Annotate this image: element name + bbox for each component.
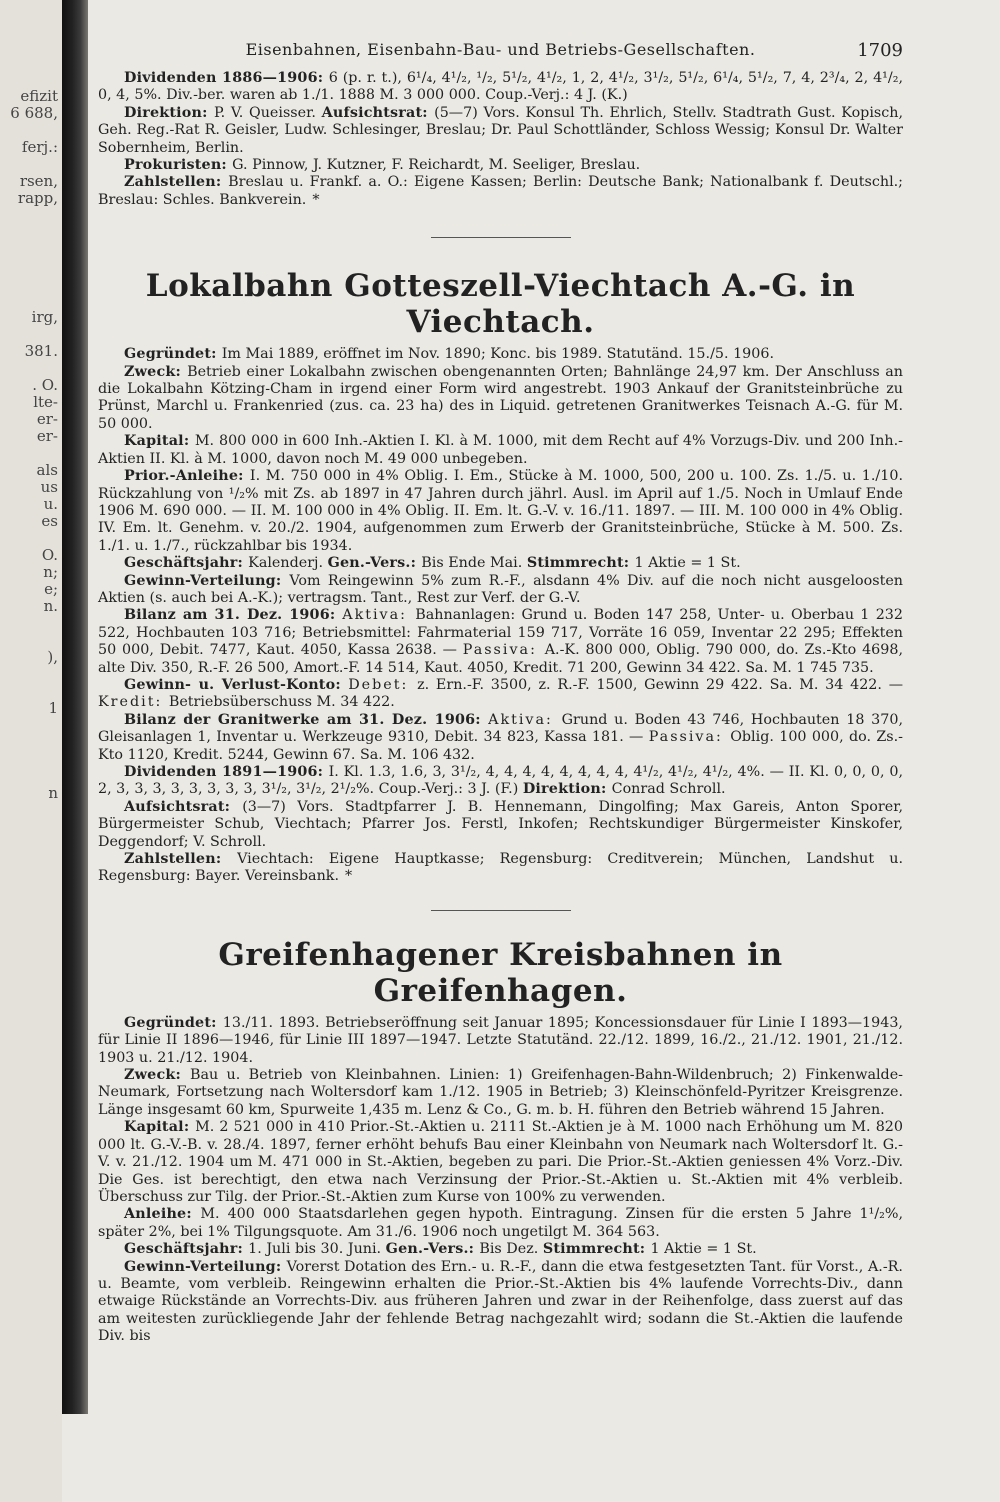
paragraph (98, 1206, 903, 1241)
margin-fragment: es (41, 512, 58, 530)
field-label: Direktion: (522, 781, 612, 798)
paragraph (98, 364, 903, 434)
paragraph (98, 555, 903, 572)
paragraph (98, 105, 903, 157)
margin-fragment: efizit (20, 87, 58, 105)
section-title-greifenhagen: Greifenhagener Kreisbahnen in Greifenhagen. (218, 936, 783, 1009)
page (98, 40, 903, 1346)
field-label: Zahlstellen: (124, 174, 229, 191)
field-label: Prior.-Anleihe: (124, 468, 250, 485)
margin-fragment: rsen, (19, 172, 58, 190)
field-label: Gewinn-Verteilung: (124, 1258, 287, 1275)
field-label: Stimmrecht: (526, 555, 635, 572)
margin-fragment (0, 615, 62, 632)
section-divider (431, 237, 571, 238)
field-label: Gegründet: (124, 1014, 223, 1031)
field-label: Dividenden 1886—1906: (124, 70, 329, 86)
spaced-label: Aktiva: (342, 607, 416, 624)
margin-fragment (0, 156, 62, 173)
text-run: 13./11. 1893. Betriebseröffnung seit Januar 1895; Koncessionsdauer für Linie I 1893—1943, für Linie II 1896—1946, für Linie III 1897—1947. Letzte Statutänd. 22./12. 1899, 16./2., 21./12. 1901, 21./12. 1903 u. 21./12. 1904. (98, 1014, 903, 1066)
margin-fragment: e; (44, 580, 58, 598)
field-label: Dividenden 1891—1906: (124, 764, 329, 780)
margin-fragment: . O. (32, 376, 58, 394)
field-label: Stimmrecht: (542, 1241, 651, 1258)
section-divider (431, 910, 571, 911)
paragraph (98, 799, 903, 851)
text-run: Betriebsüberschuss M. 34 422. (168, 694, 395, 711)
text-run: Conrad Schroll. (611, 781, 726, 798)
text-run: I. Kl. 1.3, 1.6, 3, 3¹/₂, 4, 4, 4, 4, 4, 4, 4, 4, 4¹/₂, 4¹/₂, 4¹/₂, 4%. — II. Kl. 0, 0, 0, 0, 2, 3, 3, 3, 3, 3, 3, 3, 3, 3¹/₂, 3¹/₂, 2¹/₂%. Coup.-Verj.: 3 J. (F.) (98, 764, 903, 798)
spaced-label: Passiva: (648, 729, 731, 746)
section-title-lokalbahn: Lokalbahn Gotteszell-Viechtach A.-G. in Viechtach. (145, 268, 856, 341)
field-label: Anleihe: (124, 1206, 201, 1223)
margin-fragment (0, 683, 62, 700)
margin-fragment: O. (41, 546, 58, 564)
field-label: Zweck: (124, 1067, 190, 1084)
field-label: Gewinn-Verteilung: (124, 572, 290, 589)
end-asterisk: * (312, 191, 320, 208)
left-page-margin (0, 0, 62, 1502)
spaced-label: Debet: (348, 676, 418, 693)
section-lokalbahn (98, 346, 903, 886)
paragraph (98, 1259, 903, 1346)
paragraph (98, 1119, 903, 1206)
text-run: Grund u. Boden 43 746, Hochbauten 18 370, Gleisanlagen 1, Inventar u. Werkzeuge 9310, Debit. 34 823, Kassa 181. — (98, 711, 903, 746)
text-run: 1. Juli bis 30. Juni. (248, 1241, 386, 1258)
text-run: Im Mai 1889, eröffnet im Nov. 1890; Konc. bis 1989. Statutänd. 15./5. 1906. (221, 346, 774, 363)
text-run: Betrieb einer Lokalbahn zwischen obengenannten Orten; Bahnlänge 24,97 km. Der Anschluss an die Lokalbahn Kötzing-Cham in irgend einer Form wird angestrebt. 1903 Ankauf der Granitsteinbrüche zu Prünst, Marchl u. Frankenried (zus. ca. 23 ha) des in Liquid. getretenen Granitwerkes Teisnach A.-G. für M. 50 000. (98, 363, 903, 432)
margin-fragment (0, 445, 62, 462)
margin-fragment (0, 360, 62, 377)
paragraph (98, 174, 903, 209)
spaced-label: Kredit: (98, 694, 169, 711)
section-greifenhagen (98, 1015, 903, 1346)
end-asterisk: * (345, 868, 353, 885)
margin-fragment: u. (43, 495, 58, 513)
text-run: M. 2 521 000 in 410 Prior.-St.-Aktien u. 2111 St.-Aktien je à M. 1000 nach Erhöhung um M. 820 000 lt. G.-V.-B. v. 28./4. 1897, ferner erhöht behufs Bau einer Kleinbahn von Neumark nach Woltersdorf lt. G.-V. v. 21./12. 1904 um M. 471 000 in St.-Aktien, begeben zu pari. Die Prior.-St.-Aktien geniessen 4% Vorz.-Div. Die Ges. ist berechtigt, den etwa nach Verzinsung der Prior.-St.-Aktien u. St.-Aktien mit 4% verbleib. Überschuss zur Tilg. der Prior.-St.-Aktien zum Kurse von 100% zu verwenden. (98, 1119, 903, 1205)
text-run: M. 800 000 in 600 Inh.-Aktien I. Kl. à M. 1000, mit dem Recht auf 4% Vorzugs-Div. und 200 Inh.-Aktien II. Kl. à M. 1000, davon noch M. 49 000 unbegeben. (98, 433, 903, 467)
field-label: Zahlstellen: (124, 851, 238, 868)
field-label: Kapital: (124, 1119, 196, 1136)
margin-fragment: ferj.: (21, 138, 58, 156)
margin-fragment (0, 632, 62, 649)
text-run: Bis Ende Mai. (421, 555, 527, 572)
text-run: Bis Dez. (479, 1241, 543, 1258)
paragraph (98, 607, 903, 677)
paragraph (98, 677, 903, 712)
paragraph (98, 1015, 903, 1067)
paragraph (98, 764, 903, 799)
margin-fragment (0, 224, 62, 241)
margin-fragment (0, 241, 62, 258)
text-run: I. M. 750 000 in 4% Oblig. I. Em., Stücke à M. 1000, 500, 200 u. 100. Zs. 1./5. u. 1./10. Rückzahlung von ¹/₂% mit Zs. ab 1897 in 47 Jahren durch jährl. Ausl. im April auf 1./5. Noch in Umlauf Ende 1906 M. 690 000. — II. M. 100 000 in 4% Oblig. II. Em. lt. G.-V. v. 16./11. 1897. — III. M. 100 000 in 4% Oblig. IV. Em. lt. Genehm. v. 20./2. 1904, aufgenommen zum Erwerb der Granitsteinbrüche, Stücke à M. 500. Zs. 1./1. u. 1./7., rückzahlbar bis 1934. (98, 468, 903, 554)
field-label: Gen.-Vers.: (327, 555, 422, 572)
text-run: 1 Aktie = 1 St. (650, 1241, 757, 1258)
margin-fragment: irg, (31, 308, 58, 326)
margin-fragment (0, 258, 62, 275)
margin-fragment: 381. (24, 342, 58, 360)
margin-fragment (0, 666, 62, 683)
margin-fragment: n (48, 784, 58, 802)
margin-fragment (0, 207, 62, 224)
top-section (98, 70, 903, 209)
paragraph (98, 712, 903, 764)
margin-fragment: n. (43, 597, 58, 615)
text-run: z. Ern.-F. 3500, z. R.-F. 1500, Gewinn 29 422. Sa. M. 34 422. — (417, 676, 903, 693)
margin-fragment (0, 326, 62, 343)
margin-fragment: n; (43, 563, 58, 581)
paragraph (98, 346, 903, 363)
field-label: Bilanz am 31. Dez. 1906: (124, 607, 343, 624)
text-run: G. Pinnow, J. Kutzner, F. Reichardt, M. Seeliger, Breslau. (232, 157, 641, 174)
margin-fragment: er- (36, 427, 58, 445)
text-run: Breslau u. Frankf. a. O.: Eigene Kassen; Berlin: Deutsche Bank; Nationalbank f. Deutschl.; Breslau: Schles. Bankverein. (98, 174, 904, 208)
margin-fragment: als (36, 461, 58, 479)
margin-fragment: 1 (48, 699, 58, 717)
field-label: Gewinn- u. Verlust-Konto: (124, 676, 349, 693)
margin-fragment: us (40, 478, 58, 496)
field-label: Kapital: (124, 433, 195, 450)
margin-fragment: ), (47, 648, 58, 666)
spaced-label: Passiva: (462, 642, 545, 659)
margin-fragment: er- (36, 410, 58, 428)
margin-fragment: rapp, (17, 189, 58, 207)
field-label: Aufsichtsrat: (321, 104, 435, 121)
field-label: Aufsichtsrat: (124, 798, 243, 815)
paragraph (98, 851, 903, 886)
field-label: Gen.-Vers.: (385, 1241, 480, 1258)
page-header (98, 40, 903, 70)
text-run: Vom Reingewinn 5% zum R.-F., alsdann 4% Div. auf die noch nicht ausgeloosten Aktien (s. auch bei A.-K.); vertragsm. Tant., Rest zur Verf. der G.-V. (98, 572, 903, 606)
text-run: M. 400 000 Staatsdarlehen gegen hypoth. Eintragung. Zinsen für die ersten 5 Jahre 1¹/₂%, später 2%, bei 1% Tilgungsquote. Am 31./6. 1906 noch ungetilgt M. 364 563. (98, 1206, 903, 1240)
text-run: Bahnanlagen: Grund u. Boden 147 258, Unter- u. Oberbau 1 232 522, Hochbauten 103 716; Betriebsmittel: Fahrmaterial 159 717, Vorräte 16 059, Inventar 22 295; Effekten 50 000, Debit. 7477, Kaut. 4050, Kassa 2638. — (98, 607, 903, 659)
text-run: Vorerst Dotation des Ern.- u. R.-F., dann die etwa festgesetzten Tant. für Vorst., A.-R. u. Beamte, vom verbleib. Reingewinn erhalten die Prior.-St.-Aktien bis 4% laufende Vorrechts-Div., dann etwaige Rückstände an Vorrechts-Div. aus früheren Jahren und zwar in der Reihenfolge, dass zuerst auf das am weitesten zurückliegende Jahr der fehlende Betrag nachgezahlt wird; sodann die St.-Aktien die laufende Div. bis (98, 1258, 903, 1345)
text-run: (3—7) Vors. Stadtpfarrer J. B. Hennemann, Dingolfing; Max Gareis, Anton Sporer, Bürgermeister Schub, Viechtach; Pfarrer Jos. Ferstl, Inkofen; Rechtskundiger Bürgermeister Kinskofer, Deggendorf; V. Schroll. (98, 798, 904, 850)
text-run: P. V. Queisser. (213, 104, 322, 121)
text-run: A.-K. 800 000, Oblig. 790 000, do. Zs.-Kto 4698, alte Div. 350, R.-F. 26 500, Amort.-F. 14 514, Kaut. 4050, Kredit. 71 200, Gewinn 34 422. Sa. M. 1 745 735. (98, 642, 903, 676)
text-run: Viechtach: Eigene Hauptkasse; Regensburg: Creditverein; München, Landshut u. Regensburg: Bayer. Vereinsbank. (98, 851, 904, 885)
text-run: (5—7) Vors. Konsul Th. Ehrlich, Stellv. Stadtrath Gust. Kopisch, Geh. Reg.-Rat R. Geisler, Ludw. Schlesinger, Breslau; Dr. Paul Schottländer, Schloss Wessig; Konsul Dr. Walter Sobernheim, Berlin. (98, 104, 903, 156)
text-run: Oblig. 100 000, do. Zs.-Kto 1120, Kredit. 5244, Gewinn 67. Sa. M. 106 432. (98, 729, 904, 763)
text-run: 6 (p. r. t.), 6¹/₄, 4¹/₂, ¹/₂, 5¹/₂, 4¹/₂, 1, 2, 4¹/₂, 3¹/₂, 5¹/₂, 6¹/₄, 5¹/₂, 7, 4, 2³/₄, 2, 4¹/₂, 0, 4, 5%. Div.-ber. waren ab 1./1. 1888 M. 3 000 000. Coup.-Verj.: 4 J. (K.) (98, 70, 903, 104)
paragraph (98, 468, 903, 555)
text-run: Bau u. Betrieb von Kleinbahnen. Linien: 1) Greifenhagen-Bahn-Wildenbruch; 2) Finkenwalde-Neumark, Fortsetzung nach Woltersdorf kam 1./12. 1905 in Betrieb; 3) Kleinschönfeld-Pyritzer Kreisgrenze. Länge insgesamt 60 km, Spurweite 1,435 m. Lenz & Co., G. m. b. H. führen den Betrieb während 15 Jahren. (98, 1067, 903, 1118)
paragraph (98, 1241, 903, 1258)
margin-fragment (0, 734, 62, 751)
text-run: 1 Aktie = 1 St. (634, 555, 741, 572)
paragraph (98, 1067, 903, 1119)
field-label: Prokuristen: (124, 157, 233, 174)
paragraph (98, 70, 903, 105)
running-title: Eisenbahnen, Eisenbahn-Bau- und Betriebs-Gesellschaften. (245, 40, 756, 59)
margin-fragment: lte- (33, 393, 58, 411)
field-label: Direktion: (124, 104, 214, 121)
margin-fragment (0, 717, 62, 734)
margin-fragment (0, 530, 62, 547)
book-fold-shadow (62, 0, 88, 1414)
paragraph (98, 433, 903, 468)
margin-fragment (0, 275, 62, 292)
margin-fragment (0, 751, 62, 768)
field-label: Bilanz der Granitwerke am 31. Dez. 1906: (124, 711, 489, 728)
spaced-label: Aktiva: (488, 711, 562, 728)
page-number: 1709 (857, 40, 903, 61)
margin-fragment (0, 768, 62, 785)
field-label: Zweck: (124, 363, 188, 380)
text-run: Kalenderj. (248, 555, 328, 572)
margin-fragment (0, 292, 62, 309)
field-label: Gegründet: (124, 346, 222, 363)
paragraph (98, 573, 903, 608)
margin-fragment: 6 688, (10, 104, 58, 122)
field-label: Geschäftsjahr: (124, 555, 249, 572)
paragraph (98, 157, 903, 174)
field-label: Geschäftsjahr: (124, 1241, 249, 1258)
margin-fragment (0, 122, 62, 139)
